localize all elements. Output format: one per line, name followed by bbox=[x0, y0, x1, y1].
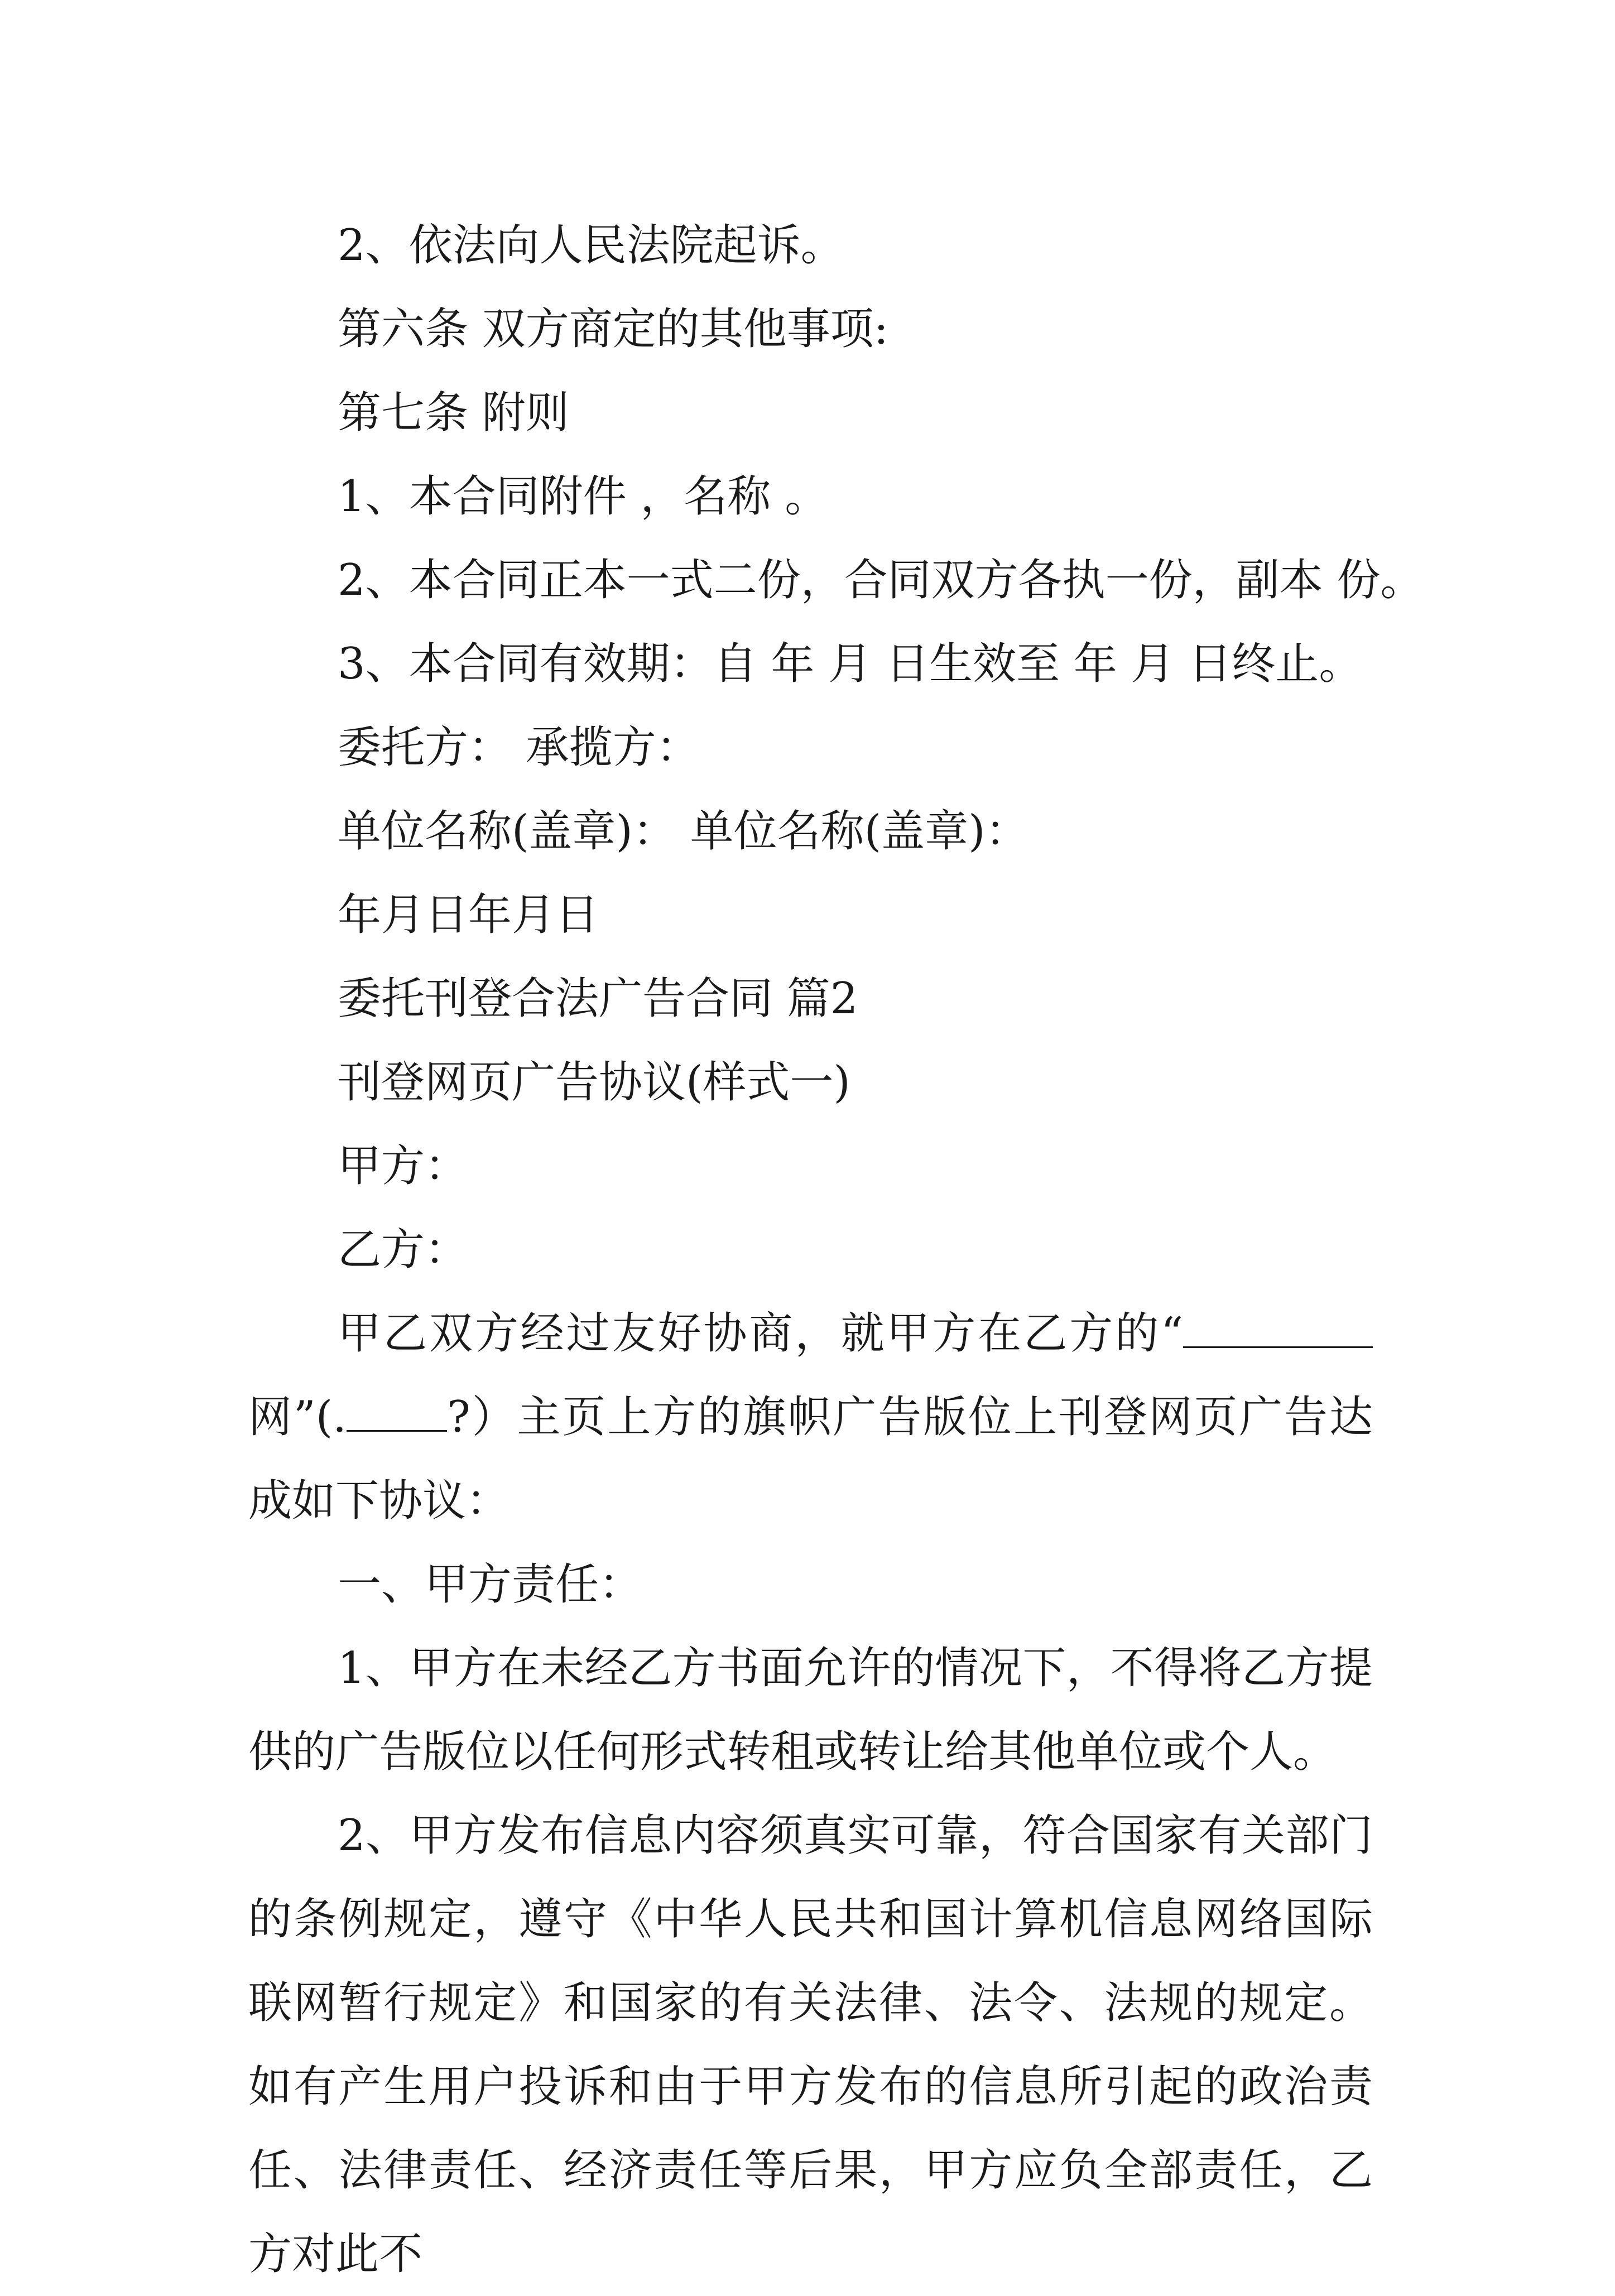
article-seven-heading: 第七条 附则 bbox=[338, 388, 569, 438]
section-one-item-1: 1、甲方在未经乙方书面允许的情况下，不得将乙方提供的广告版位以任何形式转租或转让给其他单位或个人。 bbox=[248, 1643, 1373, 1777]
intro-text-1: 甲乙双方经过友好协商，就甲方在乙方的“ bbox=[338, 1308, 1183, 1359]
section-title: 委托刊登合法广告合同 篇2 bbox=[338, 974, 858, 1024]
intro-text-2: 网”(. bbox=[248, 1392, 347, 1442]
agreement-intro-paragraph bbox=[248, 1292, 1373, 1543]
text-line: 2、本合同正本一式二份，合同双方各执一份，副本 份。 bbox=[338, 555, 1424, 605]
article-six-heading: 第六条 双方商定的其他事项: bbox=[338, 304, 889, 354]
document-body bbox=[248, 204, 1424, 2296]
party-b-line: 乙方： bbox=[338, 1225, 469, 1275]
date-line: 年月日年月日 bbox=[338, 890, 599, 940]
parties-line: 委托方： 承揽方： bbox=[338, 723, 700, 773]
text-line: 3、本合同有效期：自 年 月 日生效至 年 月 日终止。 bbox=[338, 639, 1363, 689]
party-a-line: 甲方： bbox=[338, 1141, 469, 1191]
website-name-blank bbox=[1183, 1307, 1373, 1348]
text-line: 1、本合同附件 ，名称 。 bbox=[338, 471, 829, 522]
seal-line: 单位名称(盖章)： 单位名称(盖章)： bbox=[338, 806, 1029, 856]
section-one-heading: 一、甲方责任： bbox=[338, 1559, 643, 1610]
section-one-item-2: 2、甲方发布信息内容须真实可靠，符合国家有关部门的条例规定，遵守《中华人民共和国计算机信息网络国际联网暂行规定》和国家的有关法律、法令、法规的规定。如有产生用户投诉和由于甲方发布的信息所引起的政治责任、法律责任、经济责任等后果，甲方应负全部责任，乙方对此不 bbox=[248, 1811, 1373, 2279]
text-line: 2、依法向人民法院起诉。 bbox=[338, 220, 844, 271]
intro-text-3: ?）主页上方的旗帜广告版位上刊登网页广告达成如下协议： bbox=[248, 1392, 1373, 1526]
agreement-title: 刊登网页广告协议(样式一) bbox=[338, 1057, 850, 1108]
website-url-blank bbox=[347, 1391, 447, 1432]
